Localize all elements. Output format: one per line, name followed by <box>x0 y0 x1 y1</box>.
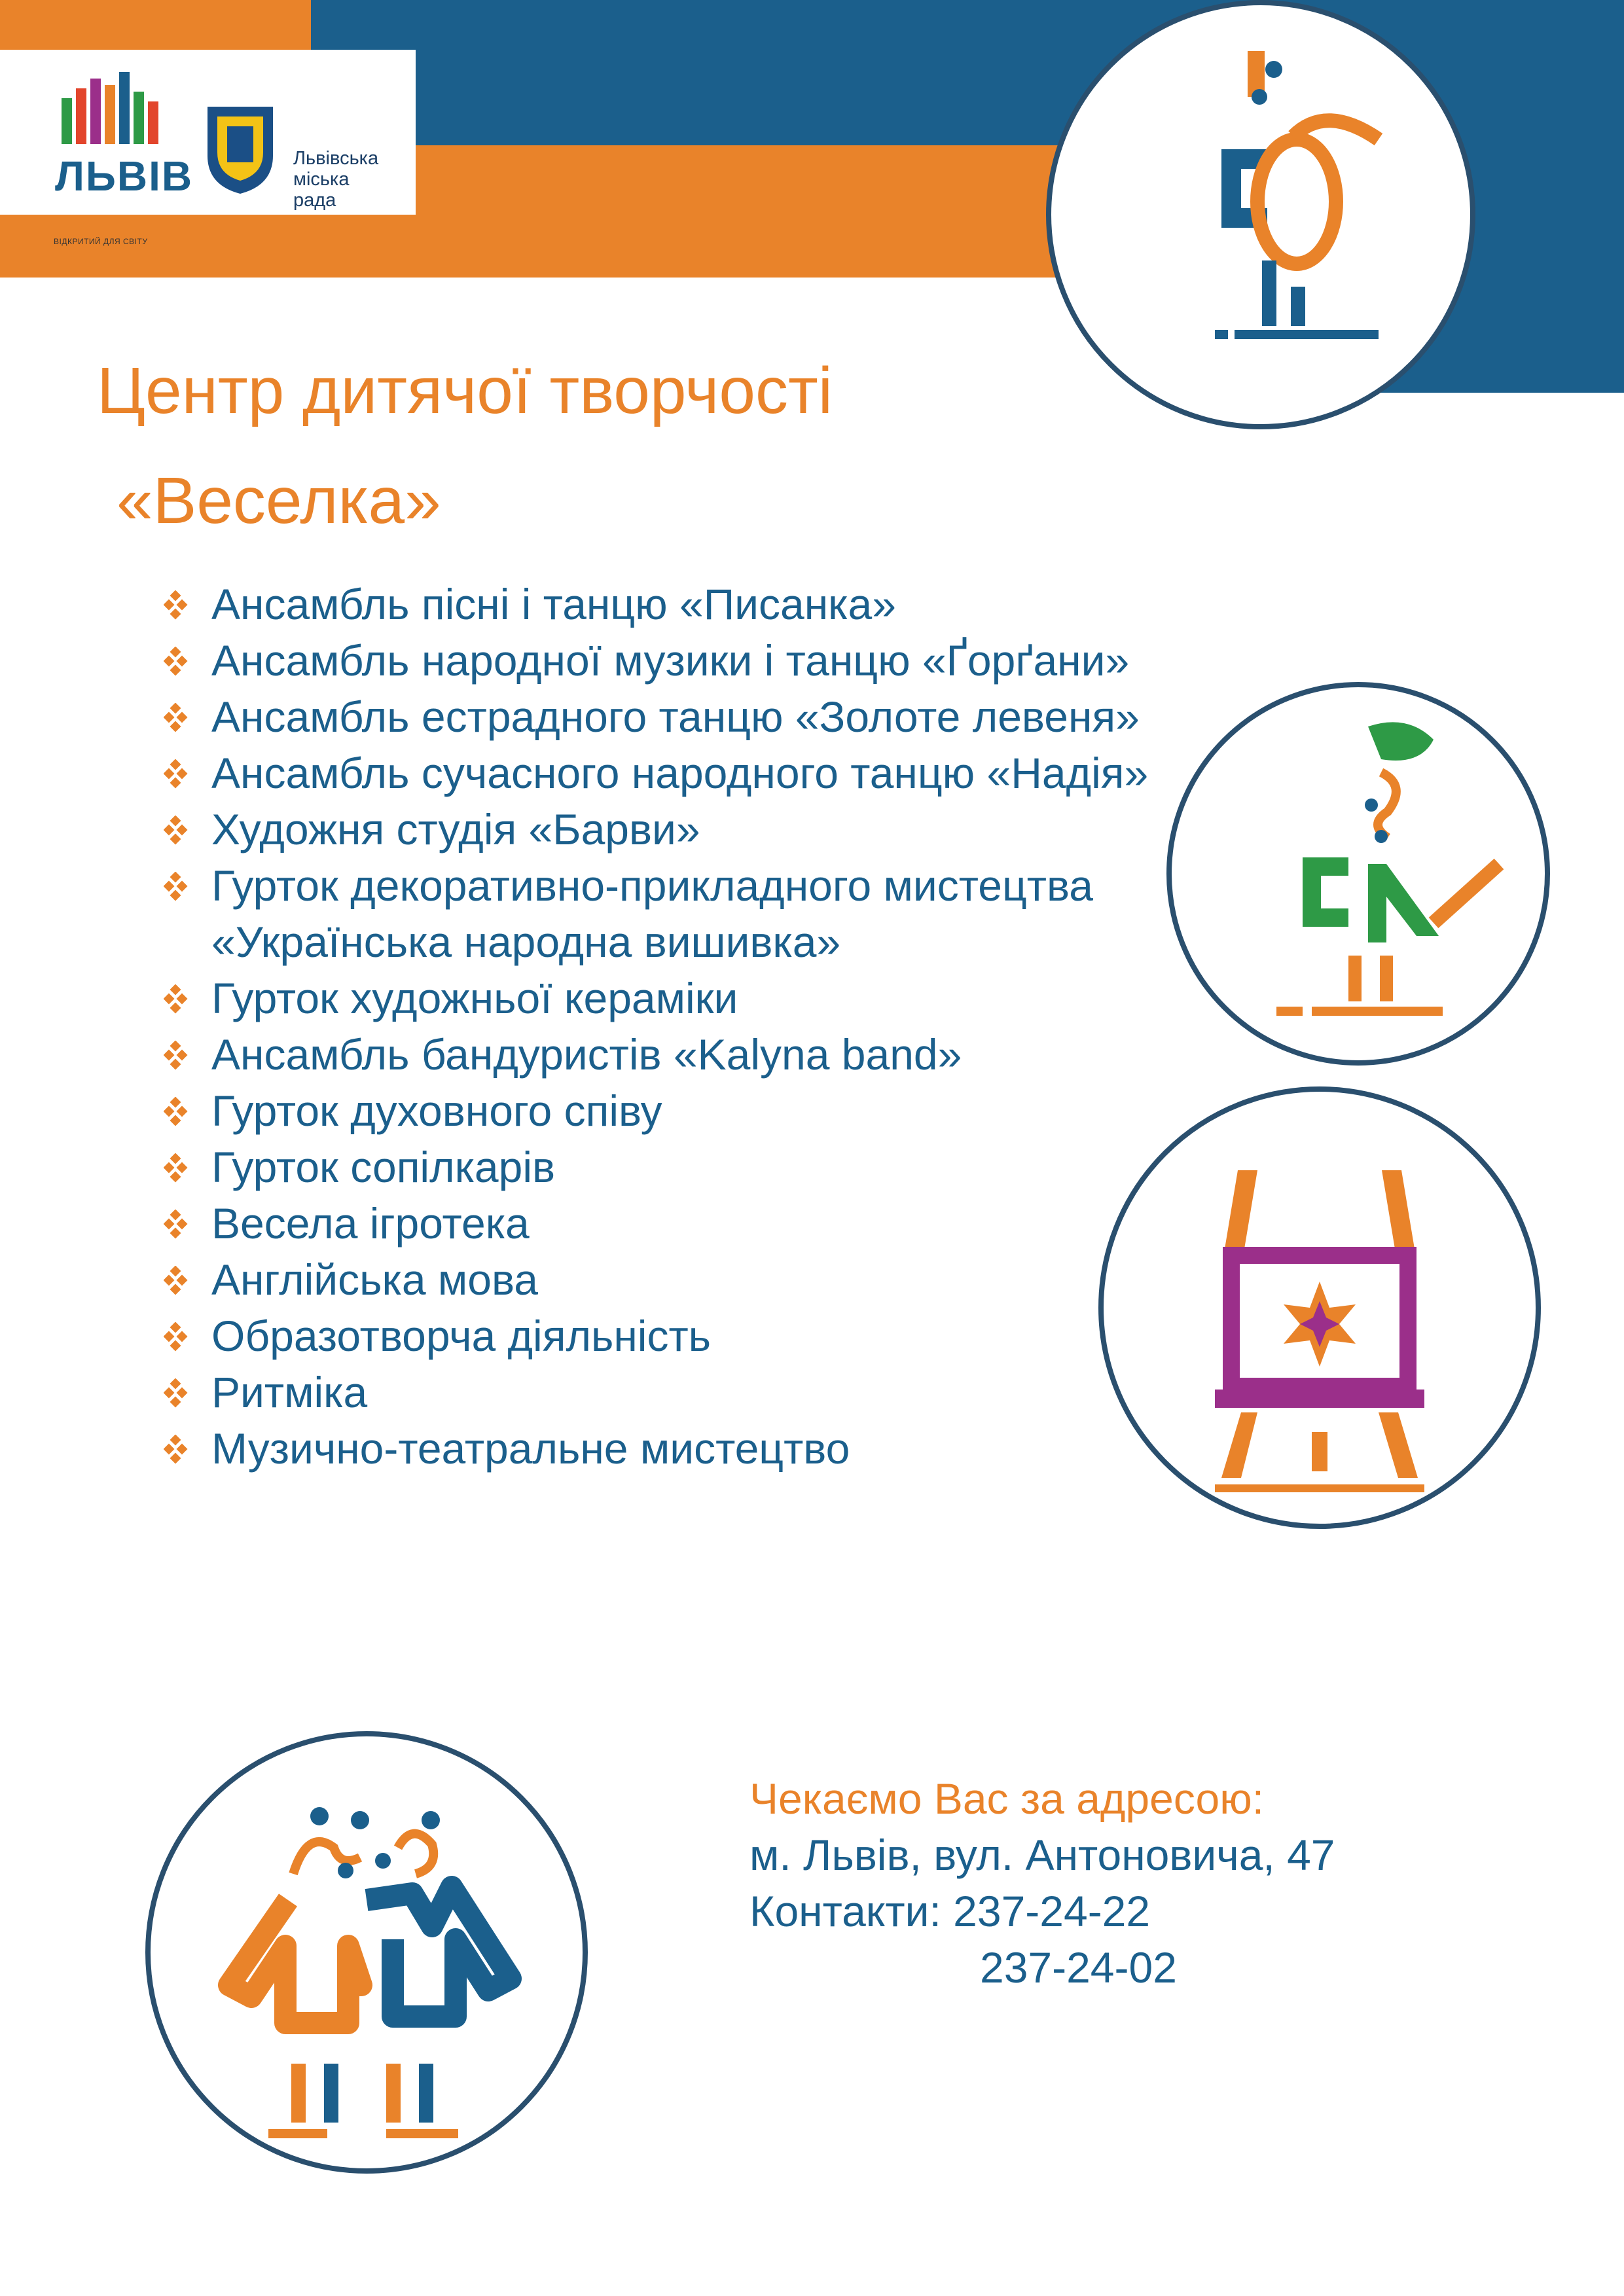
contact-phone-1: Контакти: 237-24-22 <box>749 1887 1151 1935</box>
activity-label: Ансамбль бандуристів «Kalyna band» <box>211 1030 962 1079</box>
list-item <box>162 1308 1183 1364</box>
activity-label: Ансамбль сучасного народного танцю «Надія» <box>211 749 1149 797</box>
logo-tagline: ВІДКРИТИЙ ДЛЯ СВІТУ <box>54 237 148 246</box>
diamond-bullet-icon <box>164 1153 195 1185</box>
council-name <box>293 148 378 211</box>
contact-heading: Чекаємо Вас за адресою: <box>749 1774 1265 1823</box>
activity-label: Гурток художньої кераміки <box>211 974 738 1022</box>
diamond-bullet-icon <box>164 647 195 678</box>
list-item <box>162 1420 1183 1477</box>
lviv-city-logo-icon <box>55 65 166 151</box>
activity-label: Весела ігротека <box>211 1199 530 1247</box>
logo-city-name: ЛЬВІВ <box>55 152 194 200</box>
header-orange-left <box>0 215 416 278</box>
activity-label: Англійська мова <box>211 1255 538 1304</box>
easel-circle <box>1098 1086 1541 1529</box>
list-item <box>162 970 1183 1026</box>
activity-label: Образотворча діяльність <box>211 1312 712 1360</box>
list-item <box>162 1026 1183 1083</box>
diamond-bullet-icon <box>164 816 195 847</box>
list-item <box>162 1139 1183 1195</box>
diamond-bullet-icon <box>164 1435 195 1466</box>
activity-label: Гурток декоративно-прикладного мистецтва «Українська народна вишивка» <box>211 861 1094 966</box>
tuba-player-icon <box>1051 5 1470 424</box>
contact-address: м. Львів, вул. Антоновича, 47 <box>749 1831 1335 1879</box>
diamond-bullet-icon <box>164 1266 195 1297</box>
activities-list <box>162 576 1183 1477</box>
diamond-bullet-icon <box>164 984 195 1016</box>
tuba-circle <box>1046 0 1475 429</box>
list-item <box>162 857 1183 970</box>
activity-label: Гурток духовного співу <box>211 1086 662 1135</box>
contact-block <box>749 1770 1335 1996</box>
activity-label: Гурток сопілкарів <box>211 1143 556 1191</box>
artist-circle <box>1166 682 1550 1066</box>
list-item <box>162 1364 1183 1420</box>
dancing-couple-icon <box>151 1736 583 2168</box>
list-item <box>162 745 1183 801</box>
diamond-bullet-icon <box>164 1041 195 1072</box>
list-item <box>162 1195 1183 1251</box>
list-item <box>162 632 1183 689</box>
activity-label: Ансамбль народної музики і танцю «Ґорґани» <box>211 636 1130 685</box>
activity-label: Ритміка <box>211 1368 368 1416</box>
artist-painter-icon <box>1172 687 1545 1060</box>
list-item <box>162 1251 1183 1308</box>
contact-phone-2: 237-24-02 <box>980 1943 1177 1992</box>
council-line-3: рада <box>293 190 336 211</box>
diamond-bullet-icon <box>164 1378 195 1410</box>
diamond-bullet-icon <box>164 703 195 734</box>
couple-circle <box>145 1731 588 2174</box>
list-item <box>162 1083 1183 1139</box>
list-item <box>162 576 1183 632</box>
list-item <box>162 689 1183 745</box>
activity-label: Ансамбль естрадного танцю «Золоте левеня» <box>211 692 1140 741</box>
page-title-line2: «Веселка» <box>117 464 441 537</box>
header-orange-band-top <box>0 0 311 50</box>
activity-label: Музично-театральне мистецтво <box>211 1424 850 1473</box>
page-title-line1: Центр дитячої творчості <box>97 354 833 427</box>
easel-icon <box>1104 1092 1536 1524</box>
council-line-1: Львівська <box>293 148 379 169</box>
diamond-bullet-icon <box>164 590 195 622</box>
list-item <box>162 801 1183 857</box>
diamond-bullet-icon <box>164 1322 195 1354</box>
diamond-bullet-icon <box>164 1097 195 1128</box>
coat-of-arms-icon <box>204 103 276 195</box>
activity-label: Ансамбль пісні і танцю «Писанка» <box>211 580 896 628</box>
diamond-bullet-icon <box>164 872 195 903</box>
activity-label: Художня студія «Барви» <box>211 805 700 853</box>
council-line-2: міська <box>293 169 350 190</box>
logo-panel <box>0 50 416 246</box>
diamond-bullet-icon <box>164 1210 195 1241</box>
diamond-bullet-icon <box>164 759 195 791</box>
